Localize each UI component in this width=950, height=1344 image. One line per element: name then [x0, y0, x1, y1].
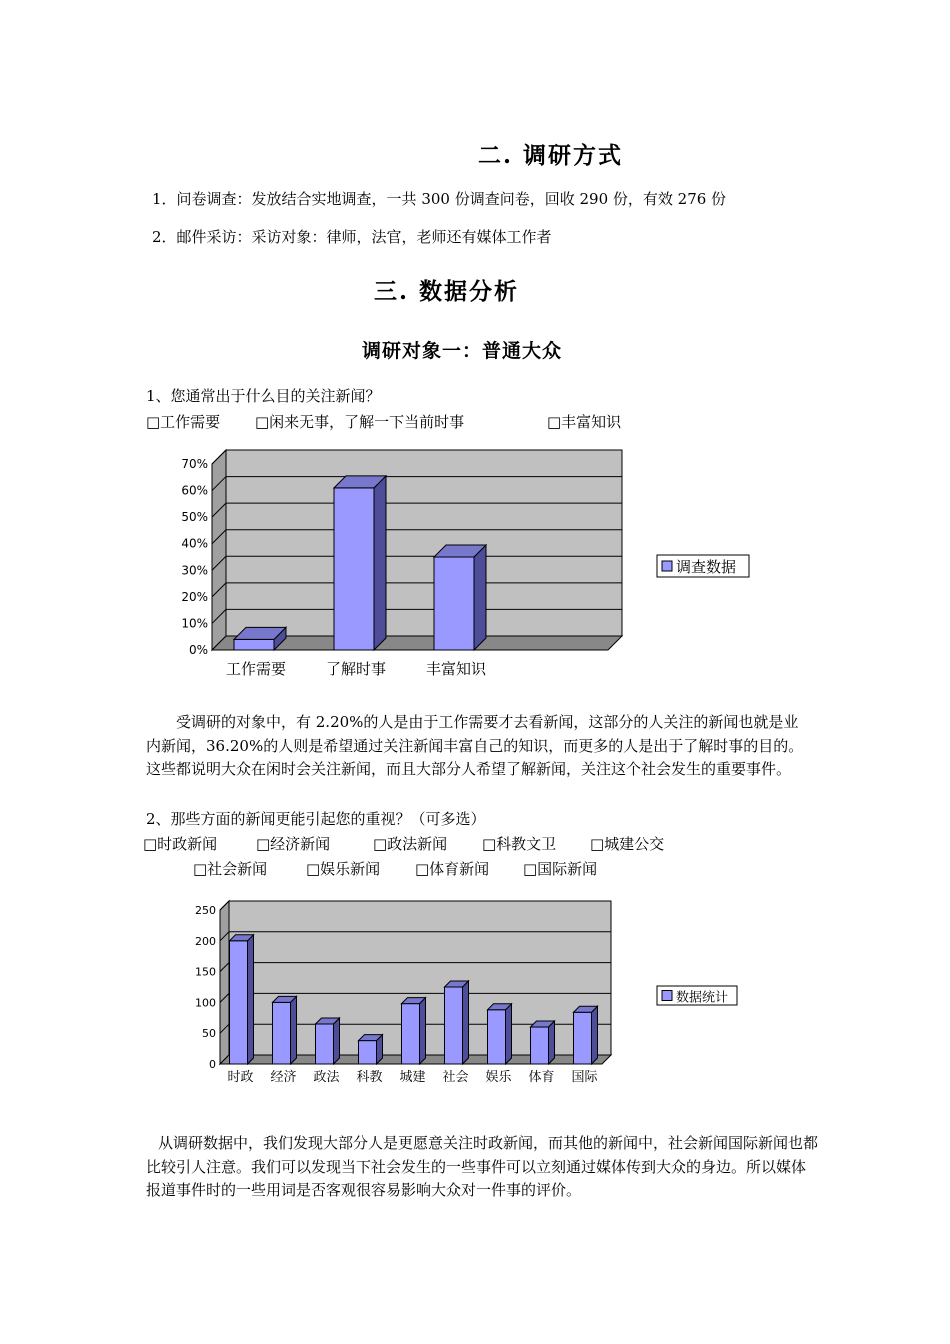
q1-option-knowledge[interactable]: □丰富知识	[547, 413, 622, 431]
q1-analysis-paragraph: 受调研的对象中，有 2.20%的人是由于工作需要才去看新闻，这部分的人关注的新闻也就是业内新闻，36.20%的人则是希望通过关注新闻丰富自己的知识，而更多的人是出于了解时事的目的。这些都说明大众在闲时会关注新闻，而且大部分人希望了解新闻，关注这个社会发生的重要事件。	[146, 713, 804, 778]
y-tick-label: 50%	[181, 510, 208, 525]
bar-side	[474, 545, 486, 650]
q2-option-society[interactable]: □社会新闻	[193, 860, 268, 878]
q2-analysis-paragraph: 从调研数据中，我们发现大部分人是更愿意关注时政新闻，而其他的新闻中，社会新闻国际新闻也都比较引人注意。我们可以发现当下社会发生的一些事件可以立刻通过媒体传到大众的身边。所以媒体报道事件时的一些用词是否客观很容易影响大众对一件事的评价。	[146, 1134, 819, 1199]
bar-front	[531, 1027, 549, 1064]
q2-option-law[interactable]: □政法新闻	[373, 835, 448, 853]
question-2: 2、那些方面的新闻更能引起您的重视？（可多选）	[146, 810, 486, 828]
y-tick-label: 20%	[181, 589, 208, 604]
bar-side	[420, 998, 426, 1064]
q2-option-economy[interactable]: □经济新闻	[256, 835, 331, 853]
x-category-label: 时政	[227, 1070, 254, 1085]
x-category-label: 科教	[356, 1070, 383, 1085]
q2-option-sports[interactable]: □体育新闻	[415, 860, 490, 878]
bar-front	[574, 1012, 592, 1064]
method-item-2: 2．邮件采访：采访对象：律师，法官，老师还有媒体工作者	[152, 228, 552, 246]
section-2-title: 二. 调研方式	[478, 142, 624, 169]
x-category-label: 社会	[442, 1070, 469, 1085]
legend-swatch	[662, 561, 672, 571]
bar-front	[230, 941, 248, 1064]
bar-side	[506, 1004, 512, 1064]
legend-swatch	[662, 991, 672, 1001]
y-tick-label: 70%	[181, 457, 208, 471]
x-category-label: 政法	[313, 1070, 340, 1085]
y-tick-label: 100	[195, 996, 216, 1010]
y-tick-label: 0%	[188, 643, 208, 657]
plot-side-wall	[220, 901, 229, 1064]
x-category-label: 经济	[270, 1070, 297, 1085]
y-tick-label: 200	[195, 934, 216, 948]
bar-front	[434, 557, 474, 650]
bar-front	[273, 1002, 291, 1064]
chart-news-interest	[170, 895, 790, 1095]
question-1: 1、您通常出于什么目的关注新闻？	[146, 387, 381, 405]
q1-option-current-affairs[interactable]: □闲来无事，了解一下当前时事	[255, 413, 465, 431]
x-category-label: 娱乐	[485, 1070, 512, 1085]
subject-subtitle: 调研对象一：普通大众	[362, 340, 563, 362]
q1-option-work[interactable]: □工作需要	[146, 413, 221, 431]
y-tick-label: 50	[202, 1027, 216, 1041]
method-item-1: 1．问卷调查：发放结合实地调查，一共 300 份调查问卷，回收 290 份，有效 276 份	[152, 190, 727, 208]
bar-front	[488, 1010, 506, 1064]
x-category-label: 了解时事	[325, 660, 387, 678]
bar-side	[592, 1006, 598, 1064]
q2-option-education[interactable]: □科教文卫	[482, 835, 557, 853]
x-category-label: 城建	[399, 1070, 426, 1085]
x-category-label: 国际	[571, 1070, 598, 1085]
plot-side-wall	[212, 450, 226, 650]
y-tick-label: 10%	[181, 616, 208, 631]
x-category-label: 体育	[528, 1070, 555, 1085]
bar-side	[374, 476, 386, 650]
y-tick-label: 40%	[181, 536, 208, 551]
q2-option-international[interactable]: □国际新闻	[523, 860, 598, 878]
bar-side	[248, 935, 254, 1064]
y-tick-label: 0	[209, 1058, 216, 1071]
y-tick-label: 30%	[181, 563, 208, 578]
section-3-title: 三. 数据分析	[374, 278, 520, 305]
legend-label: 调查数据	[676, 558, 737, 576]
bar-front	[402, 1004, 420, 1064]
x-category-label: 工作需要	[225, 660, 287, 678]
bar-front	[445, 987, 463, 1064]
y-tick-label: 60%	[181, 483, 208, 498]
plot-back-wall	[226, 450, 622, 636]
bar-front	[316, 1024, 334, 1064]
chart-purpose	[170, 445, 790, 685]
bar-side	[549, 1021, 555, 1064]
y-tick-label: 250	[195, 904, 216, 917]
q2-option-politics[interactable]: □时政新闻	[143, 835, 218, 853]
q2-option-transport[interactable]: □城建公交	[590, 835, 665, 853]
q2-option-entertainment[interactable]: □娱乐新闻	[306, 860, 381, 878]
bar-side	[463, 981, 469, 1064]
bar-front	[359, 1041, 377, 1064]
bar-front	[234, 639, 274, 650]
bar-side	[334, 1018, 340, 1064]
x-category-label: 丰富知识	[425, 660, 487, 678]
bar-front	[334, 488, 374, 650]
bar-side	[291, 996, 297, 1064]
y-tick-label: 150	[195, 965, 216, 979]
legend-label: 数据统计	[676, 990, 729, 1006]
